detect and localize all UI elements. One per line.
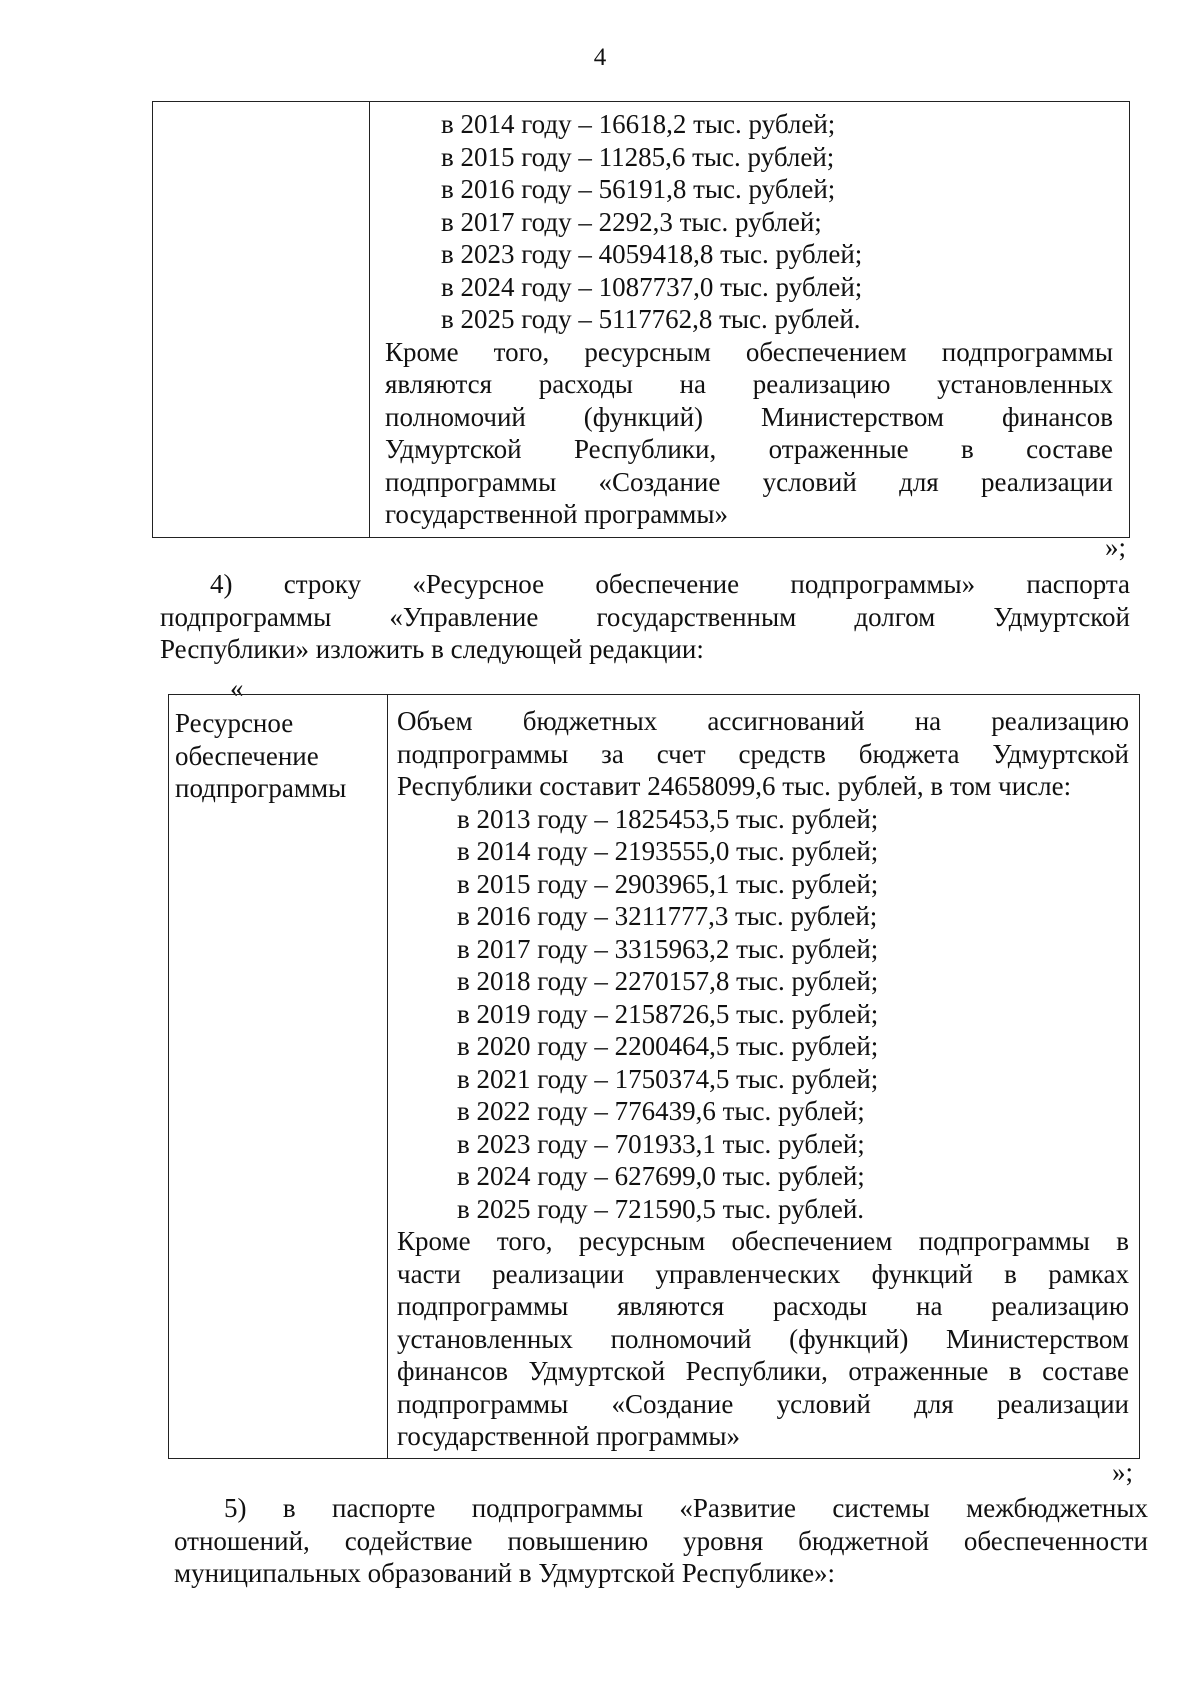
table1-right-cell [385, 108, 1113, 531]
text-line: Кроме того, ресурсным обеспечением подпрограммы [385, 336, 1113, 367]
resource-table [168, 694, 1140, 1459]
year-line: в 2019 году – 2158726,5 тыс. рублей; [457, 998, 879, 1029]
text-line: подпрограммы за счет средств бюджета Удмуртской [397, 738, 1129, 769]
text-line: части реализации управленческих функций в рамках [397, 1258, 1129, 1289]
text-line: 4) строку «Ресурсное обеспечение подпрограммы» паспорта [210, 569, 1130, 599]
label-line: подпрограммы [175, 773, 347, 803]
year-line: в 2017 году – 3315963,2 тыс. рублей; [457, 933, 879, 964]
year-line: в 2025 году – 5117762,8 тыс. рублей. [441, 304, 861, 334]
text-line: Кроме того, ресурсным обеспечением подпрограммы в [397, 1226, 1129, 1256]
year-line: в 2018 году – 2270157,8 тыс. рублей; [457, 966, 879, 996]
page-number: 4 [593, 44, 607, 71]
year-line: в 2013 году – 1825453,5 тыс. рублей; [457, 803, 879, 834]
table2-right-cell [397, 705, 1129, 1453]
item5-paragraph [174, 1492, 1148, 1590]
text-line: подпрограммы «Создание условий для реализации [385, 466, 1113, 497]
text-line: муниципальных образований в Удмуртской Республике»: [174, 1558, 836, 1588]
text-line: отношений, содействие повышению уровня бюджетной обеспеченности [174, 1525, 1148, 1556]
year-line: в 2020 году – 2200464,5 тыс. рублей; [457, 1031, 879, 1061]
table-divider [369, 102, 370, 537]
label-line: Ресурсное [175, 708, 294, 738]
text-line: государственной программы» [385, 499, 728, 529]
text-line: подпрограммы «Управление государственным долгом Удмуртской [160, 601, 1130, 632]
text-line: полномочий (функций) Министерством финансов [385, 401, 1113, 432]
open-quote: « [230, 673, 244, 703]
label-line: обеспечение [175, 740, 319, 771]
text-line: Удмуртской Республики, отраженные в составе [385, 434, 1113, 464]
text-line: Объем бюджетных ассигнований на реализацию [397, 706, 1129, 736]
table-divider [387, 695, 388, 1458]
text-line: подпрограммы «Создание условий для реализации [397, 1388, 1129, 1419]
text-line: государственной программы» [397, 1421, 740, 1451]
year-line: в 2016 году – 56191,8 тыс. рублей; [441, 174, 836, 204]
table-continuation [152, 101, 1130, 538]
year-line: в 2023 году – 4059418,8 тыс. рублей; [441, 239, 863, 269]
year-line: в 2022 году – 776439,6 тыс. рублей; [457, 1096, 865, 1126]
text-line: подпрограммы являются расходы на реализацию [397, 1291, 1129, 1321]
text-line: 5) в паспорте подпрограммы «Развитие системы межбюджетных [224, 1493, 1148, 1523]
year-line: в 2017 году – 2292,3 тыс. рублей; [441, 206, 822, 237]
text-line: Республики» изложить в следующей редакции: [160, 634, 704, 664]
year-line: в 2021 году – 1750374,5 тыс. рублей; [457, 1063, 879, 1094]
closing-quote: »; [1112, 1457, 1134, 1487]
text-line: являются расходы на реализацию установленных [385, 369, 1113, 399]
year-line: в 2023 году – 701933,1 тыс. рублей; [457, 1128, 865, 1159]
table2-label-cell [175, 707, 375, 805]
year-line: в 2016 году – 3211777,3 тыс. рублей; [457, 901, 878, 931]
item4-paragraph [160, 568, 1130, 666]
closing-quote: »; [1105, 532, 1127, 562]
year-line: в 2015 году – 2903965,1 тыс. рублей; [457, 868, 879, 899]
year-line: в 2025 году – 721590,5 тыс. рублей. [457, 1193, 865, 1224]
text-line: Республики составит 24658099,6 тыс. рублей, в том числе: [397, 771, 1072, 801]
year-line: в 2024 году – 627699,0 тыс. рублей; [457, 1161, 865, 1191]
year-line: в 2024 году – 1087737,0 тыс. рублей; [441, 271, 863, 302]
text-line: установленных полномочий (функций) Министерством [397, 1323, 1129, 1354]
text-line: финансов Удмуртской Республики, отраженные в составе [397, 1356, 1129, 1386]
year-line: в 2015 году – 11285,6 тыс. рублей; [441, 141, 835, 172]
year-line: в 2014 году – 2193555,0 тыс. рублей; [457, 836, 879, 866]
year-line: в 2014 году – 16618,2 тыс. рублей; [441, 109, 836, 139]
